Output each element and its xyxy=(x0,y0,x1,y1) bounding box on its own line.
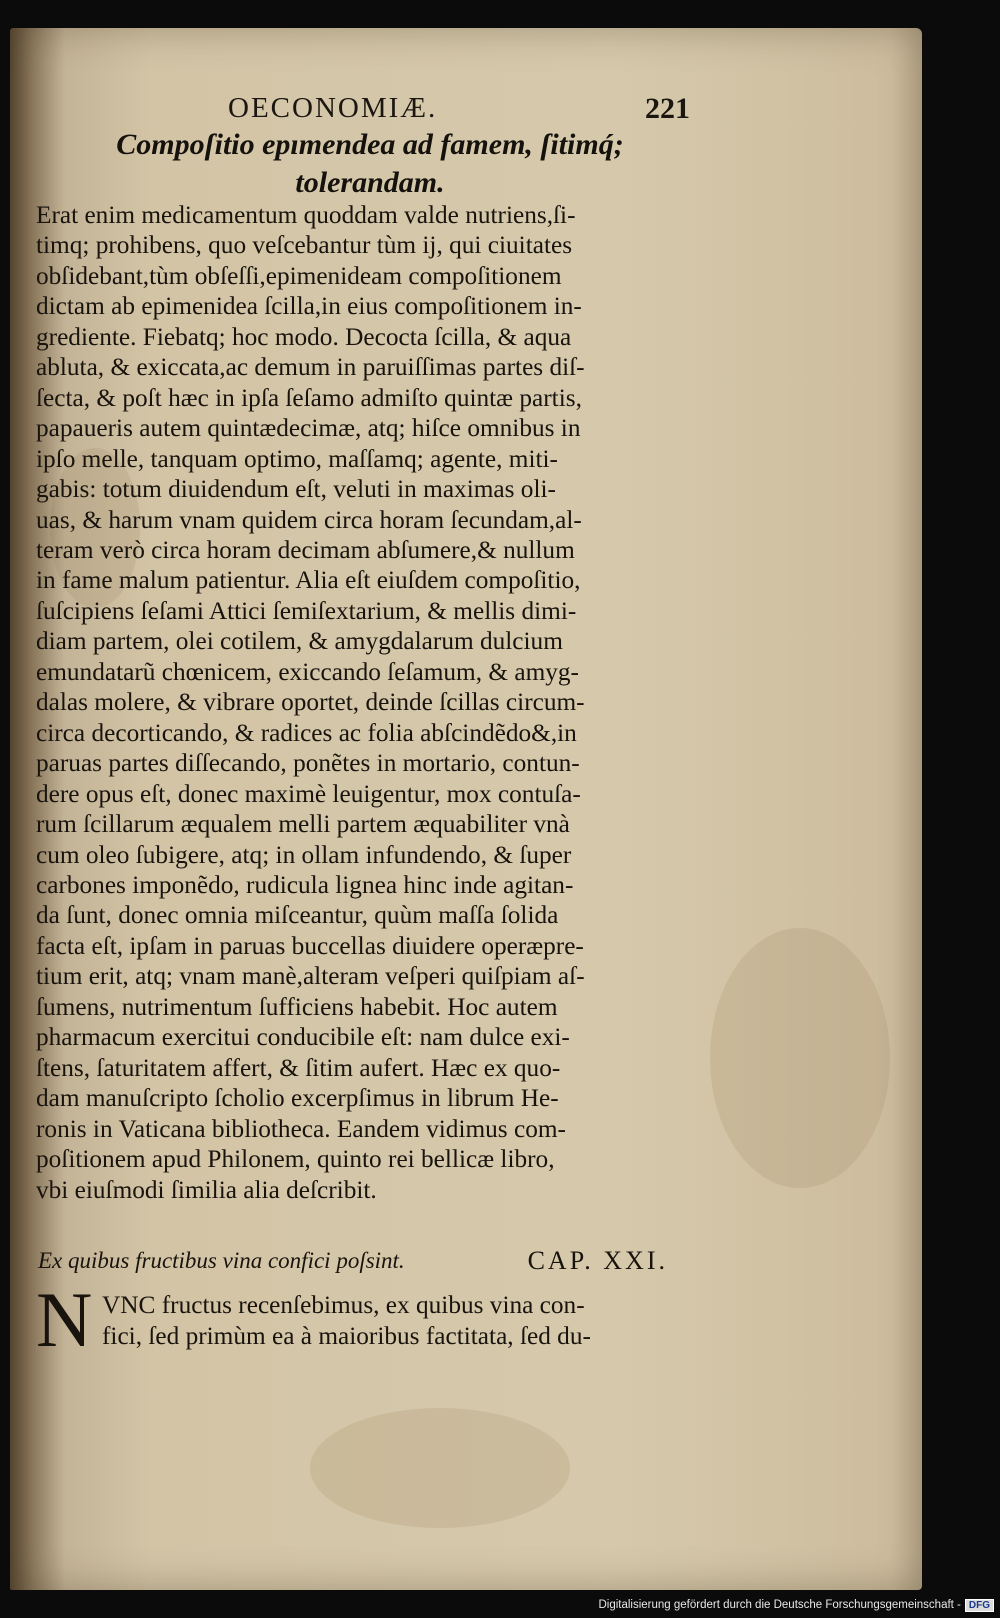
text-line: poſitionem apud Philonem, quinto rei bellicæ libro, xyxy=(36,1145,555,1174)
text-line: obſidebant,tùm obſeſſi,epimenideam compoſitionem xyxy=(36,261,562,290)
text-line: carbones imponẽdo, rudicula lignea hinc inde agitan- xyxy=(36,870,574,899)
text-line: teram verò circa horam decimam abſumere,& nullum xyxy=(36,535,575,564)
drop-cap-initial: N xyxy=(36,1276,93,1363)
text-line: ſuſcipiens ſeſami Attici ſemiſextarium, & mellis dimi- xyxy=(36,596,577,625)
text-line: ſecta, & poſt hæc in ipſa ſeſamo admiſto quintæ partis, xyxy=(36,383,582,412)
chapter-number: CAP. XXI. xyxy=(527,1246,668,1275)
text-line: cum oleo ſubigere, atq; in ollam infundendo, & ſuper xyxy=(36,840,572,869)
credit-text: Digitalisierung gefördert durch die Deutsche Forschungsgemeinschaft - xyxy=(598,1599,961,1611)
text-line: circa decorticando, & radices ac folia abſcindẽdo&,in xyxy=(36,718,577,747)
text-line: ipſo melle, tanquam optimo, maſſamq; agente, miti- xyxy=(36,444,558,473)
text-line: emundatarũ chœnicem, exiccando ſeſamum, & amyg- xyxy=(36,657,579,686)
text-line: facta eſt, ipſam in paruas buccellas diuidere operæpre- xyxy=(36,931,584,960)
text-line: dalas molere, & vibrare oportet, deinde ſcillas circum- xyxy=(36,688,585,717)
text-line: gabis: totum diuidendum eſt, veluti in maximas oli- xyxy=(36,475,556,504)
chapter-title: Ex quibus fructibus vina confici poſsint. xyxy=(38,1248,405,1273)
text-line: dere opus eſt, donec maximè leuigentur, mox contuſa- xyxy=(36,779,581,808)
text-line: rum ſcillarum æqualem melli partem æquabiliter vnà xyxy=(36,810,570,839)
chapter-heading xyxy=(38,1248,668,1282)
text-line: timq; prohibens, quo veſcebantur tùm ij, qui ciuitates xyxy=(36,231,573,260)
text-line: grediente. Fiebatq; hoc modo. Decocta ſcilla, & aqua xyxy=(36,322,572,351)
text-line: fici, ſed primùm ea à maioribus factitata, ſed du- xyxy=(102,1322,591,1350)
text-line: vbi eiuſmodi ſimilia alia deſcribit. xyxy=(36,1175,377,1204)
digitization-credit xyxy=(598,1599,994,1612)
text-line: paruas partes diſſecando, ponẽtes in mortario, contun- xyxy=(36,749,580,778)
page-number: 221 xyxy=(645,92,690,125)
text-line: tium erit, atq; vnam manè,alteram veſperi quiſpiam aſ- xyxy=(36,962,585,991)
text-line: papaueris autem quintædecimæ, atq; hiſce omnibus in xyxy=(36,414,581,443)
section-title xyxy=(90,126,650,202)
text-line: uas, & harum vnam quidem circa horam ſecundam,al- xyxy=(36,505,582,534)
text-line: da ſunt, donec omnia miſceantur, quùm maſſa ſolida xyxy=(36,901,559,930)
body-text xyxy=(36,200,662,1205)
chapter-lines xyxy=(102,1290,666,1352)
text-line: dam manuſcripto ſcholio excerpſimus in librum He- xyxy=(36,1084,559,1113)
text-line: diam partem, olei cotilem, & amygdalarum dulcium xyxy=(36,627,563,656)
text-line: in fame malum patientur. Alia eſt eiuſdem compoſitio, xyxy=(36,566,581,595)
text-line: Erat enim medicamentum quoddam valde nutriens,ſi- xyxy=(36,201,576,229)
section-title-line: tolerandam. xyxy=(295,166,445,199)
text-line: abluta, & exiccata,ac demum in paruiſſimas partes diſ- xyxy=(36,353,585,382)
paper-stain xyxy=(310,1408,570,1528)
text-line: VNC fructus recenſebimus, ex quibus vina con- xyxy=(102,1291,585,1319)
running-head: OECONOMIÆ. xyxy=(228,92,438,124)
text-line: ronis in Vaticana bibliotheca. Eandem vidimus com- xyxy=(36,1114,566,1143)
text-line: dictam ab epimenidea ſcilla,in eius compoſitionem in- xyxy=(36,292,582,321)
dfg-logo: DFG xyxy=(965,1599,994,1612)
text-line: ſtens, ſaturitatem affert, & ſitim aufert. Hæc ex quo- xyxy=(36,1053,561,1082)
text-line: pharmacum exercitui conducibile eſt: nam dulce exi- xyxy=(36,1023,570,1052)
section-title-line: Compoſitio epımendea ad famem, ſitimq́; xyxy=(116,128,624,161)
paper-stain xyxy=(710,928,890,1188)
text-line: ſumens, nutrimentum ſufficiens habebit. Hoc autem xyxy=(36,992,558,1021)
